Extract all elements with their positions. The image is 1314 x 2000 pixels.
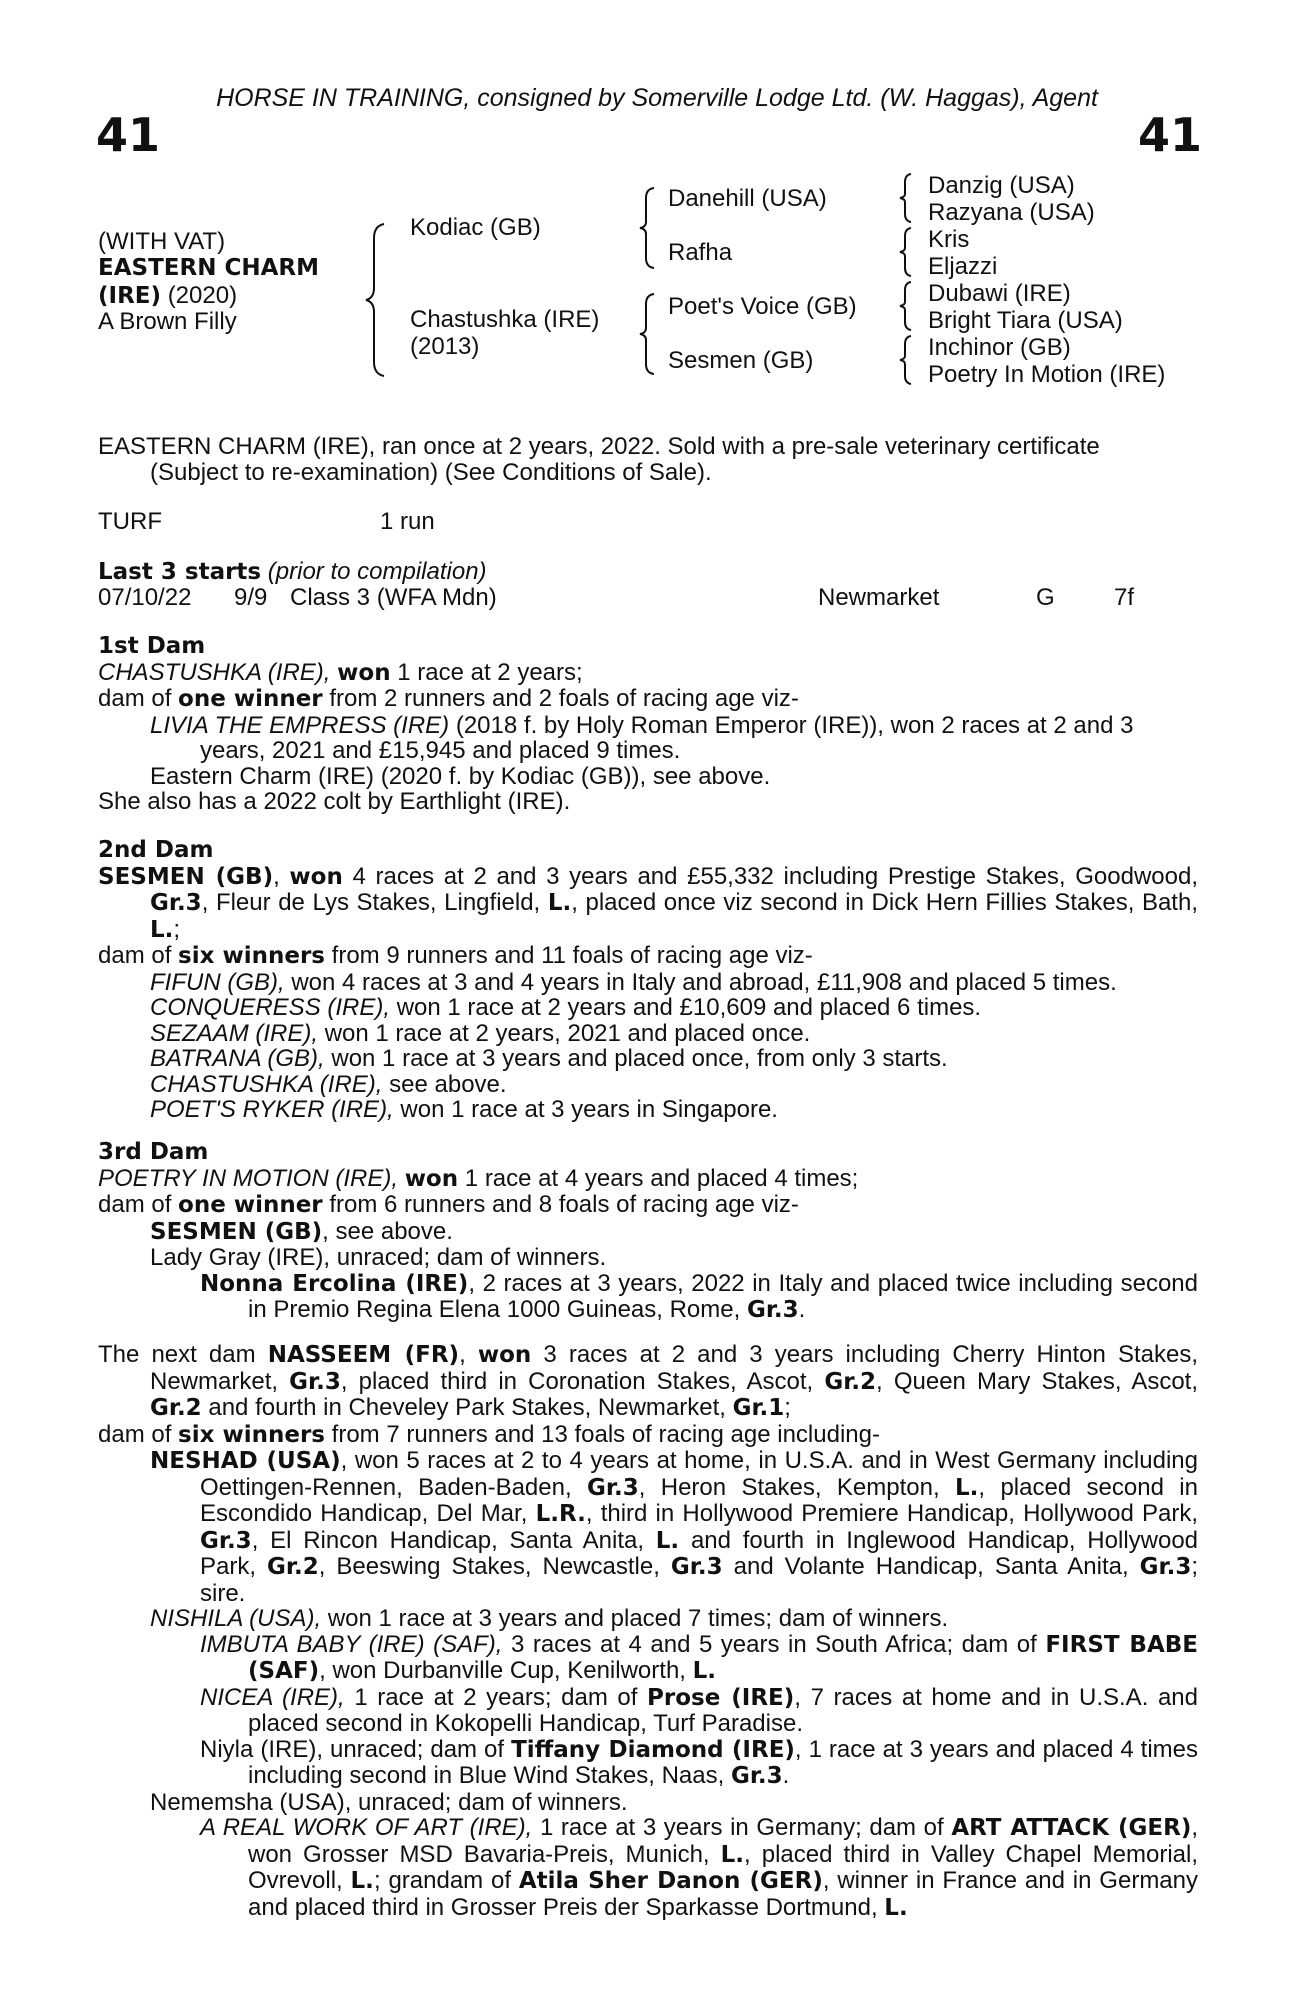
ancestor-3: Kris bbox=[928, 226, 970, 253]
turf-runs: 1 run bbox=[380, 508, 435, 535]
summary bbox=[98, 434, 1198, 485]
vat-label: (WITH VAT) bbox=[98, 228, 226, 255]
ancestor-7: Inchinor (GB) bbox=[928, 334, 1071, 361]
sire-dam: Rafha bbox=[668, 239, 733, 266]
pedigree-brace-sire bbox=[638, 186, 658, 270]
third-dam-produce: dam of one winner from 6 runners and 8 foals of racing age viz- bbox=[98, 1191, 799, 1218]
second-dam-progeny-4: BATRANA (GB), won 1 race at 3 years and placed once, from only 3 starts. bbox=[150, 1045, 948, 1072]
pedigree-brace-g1 bbox=[898, 172, 914, 224]
second-dam-progeny-2: CONQUERESS (IRE), won 1 race at 2 years and £10,609 and placed 6 times. bbox=[150, 994, 982, 1021]
first-dam-line: CHASTUSHKA (IRE), won 1 race at 2 years; bbox=[98, 658, 583, 686]
neshad-entry: NESHAD (USA), won 5 races at 2 to 4 years at home, in U.S.A. and in West Germany including Oettingen-Rennen, Baden-Baden, Gr.3, Heron Stakes, Kempton, L., placed second in Escondido Handicap, Del Mar, L.R., third in Hollywood Premiere Handicap, Hollywood Park, Gr.3, El Rincon Handicap, Santa Anita, L. and fourth in Inglewood Handicap, Hollywood Park, Gr.2, Beeswing Stakes, Newcastle, Gr.3 and Volante Handicap, Santa Anita, Gr.3; sire. bbox=[150, 1447, 1199, 1607]
start-going: G bbox=[1036, 584, 1055, 611]
art-entry: A REAL WORK OF ART (IRE), 1 race at 3 years in Germany; dam of ART ATTACK (GER), won Grosser MSD Bavaria-Preis, Munich, L., placed third in Valley Chapel Memorial, Ovrevoll, L.; grandam of Atila Sher Danon (GER), winner in France and in Germany and placed third in Grosser Preis der Sparkasse Dortmund, L. bbox=[200, 1814, 1199, 1921]
ancestor-4: Eljazzi bbox=[928, 253, 998, 280]
second-dam-section bbox=[98, 838, 1198, 1123]
first-dam-section bbox=[98, 634, 1198, 815]
start-course: Newmarket bbox=[818, 584, 940, 611]
third-dam-grandprogeny-1: Nonna Ercolina (IRE), 2 races at 3 years, 2022 in Italy and placed twice including second in Premio Regina Elena 1000 Guineas, Rome, Gr.3. bbox=[200, 1269, 1198, 1323]
first-dam-produce: dam of one winner from 2 runners and 2 foals of racing age viz- bbox=[98, 685, 799, 712]
horse-description: A Brown Filly bbox=[98, 308, 237, 335]
ancestor-5: Dubawi (IRE) bbox=[928, 280, 1071, 307]
second-dam-progeny-1: FIFUN (GB), won 4 races at 3 and 4 years in Italy and abroad, £11,908 and placed 5 times. bbox=[150, 968, 1117, 996]
second-dam-produce: dam of six winners from 9 runners and 11 foals of racing age viz- bbox=[98, 942, 813, 969]
pedigree-brace-dam bbox=[638, 292, 658, 376]
imbuta-entry: IMBUTA BABY (IRE) (SAF), 3 races at 4 and 5 years in South Africa; dam of FIRST BABE (SAF), won Durbanville Cup, Kenilworth, L. bbox=[200, 1630, 1198, 1684]
third-dam-progeny-2: Lady Gray (IRE), unraced; dam of winners. bbox=[150, 1244, 607, 1271]
horse-year: (2020) bbox=[167, 282, 238, 309]
start-position: 9/9 bbox=[234, 584, 268, 611]
dam-sire: Poet's Voice (GB) bbox=[668, 293, 857, 320]
next-dam-section bbox=[98, 1342, 1198, 1921]
ancestor-1: Danzig (USA) bbox=[928, 172, 1075, 199]
dam-name: Chastushka (IRE) bbox=[410, 306, 600, 333]
sire-name: Kodiac (GB) bbox=[410, 214, 541, 241]
pedigree-brace-g3 bbox=[898, 280, 914, 332]
dam-dam: Sesmen (GB) bbox=[668, 347, 814, 374]
last-starts-note: (prior to compilation) bbox=[267, 558, 487, 585]
first-dam-progeny-1: LIVIA THE EMPRESS (IRE) (2018 f. by Holy Roman Emperor (IRE)), won 2 races at 2 and 3 years, 2021 and £15,945 and placed 9 times. bbox=[150, 711, 1134, 764]
second-dam-line: SESMEN (GB), won 4 races at 2 and 3 years and £55,332 including Prestige Stakes, Goodwood, Gr.3, Fleur de Lys Stakes, Lingfield, L., placed once viz second in Dick Hern Fillies Stakes, Bath, L.; bbox=[98, 862, 1198, 943]
nishila-entry: NISHILA (USA), won 1 race at 3 years and placed 7 times; dam of winners. bbox=[150, 1605, 949, 1632]
last-starts-heading bbox=[98, 558, 487, 586]
second-dam-heading: 2nd Dam bbox=[98, 837, 214, 863]
niyla-entry: Niyla (IRE), unraced; dam of Tiffany Diamond (IRE), 1 race at 3 years and placed 4 times including second in Blue Wind Stakes, Naas, Gr.3. bbox=[200, 1735, 1199, 1789]
nememsha-entry: Nememsha (USA), unraced; dam of winners. bbox=[150, 1788, 628, 1816]
nicea-entry: NICEA (IRE), 1 race at 2 years; dam of Prose (IRE), 7 races at home and in U.S.A. and placed second in Kokopelli Handicap, Turf Paradise. bbox=[200, 1683, 1199, 1737]
pedigree-brace-main bbox=[364, 222, 388, 378]
start-distance: 7f bbox=[1114, 584, 1135, 611]
horse-origin-year bbox=[98, 282, 237, 310]
pedigree-brace-g2 bbox=[898, 226, 914, 278]
second-dam-progeny-3: SEZAAM (IRE), won 1 race at 2 years, 2021 and placed once. bbox=[150, 1019, 811, 1047]
lot-number-left: 41 bbox=[96, 108, 161, 162]
consignment-line: HORSE IN TRAINING, consigned by Somerville Lodge Ltd. (W. Haggas), Agent bbox=[216, 84, 1098, 112]
last-starts-title: Last 3 starts bbox=[98, 559, 262, 585]
third-dam-section bbox=[98, 1140, 1198, 1324]
second-dam-progeny-5: CHASTUSHKA (IRE), see above. bbox=[150, 1070, 507, 1098]
summary-line-2: (Subject to re-examination) (See Conditions of Sale). bbox=[150, 458, 712, 486]
ancestor-8: Poetry In Motion (IRE) bbox=[928, 361, 1166, 388]
first-dam-heading: 1st Dam bbox=[98, 633, 206, 659]
start-date: 07/10/22 bbox=[98, 584, 192, 611]
third-dam-progeny-1: SESMEN (GB), see above. bbox=[150, 1217, 453, 1245]
dam-year: (2013) bbox=[410, 333, 480, 360]
turf-label: TURF bbox=[98, 508, 162, 535]
pedigree-brace-g4 bbox=[898, 334, 914, 386]
start-race: Class 3 (WFA Mdn) bbox=[290, 584, 497, 611]
next-dam-line: The next dam NASSEEM (FR), won 3 races at 2 and 3 years including Cherry Hinton Stakes, Newmarket, Gr.3, placed third in Coronation Stakes, Ascot, Gr.2, Queen Mary Stakes, Ascot, Gr.2 and fourth in Cheveley Park Stakes, Newmarket, Gr.1; bbox=[98, 1341, 1199, 1421]
third-dam-line: POETRY IN MOTION (IRE), won 1 race at 4 years and placed 4 times; bbox=[98, 1164, 859, 1192]
first-dam-progeny-2: Eastern Charm (IRE) (2020 f. by Kodiac (GB)), see above. bbox=[150, 762, 771, 790]
horse-name: EASTERN CHARM bbox=[98, 255, 319, 281]
first-dam-also: She also has a 2022 colt by Earthlight (IRE). bbox=[98, 788, 571, 815]
lot-number-right: 41 bbox=[1137, 108, 1202, 162]
sire-sire: Danehill (USA) bbox=[668, 185, 827, 212]
ancestor-6: Bright Tiara (USA) bbox=[928, 307, 1123, 334]
third-dam-heading: 3rd Dam bbox=[98, 1139, 209, 1165]
summary-line-1: EASTERN CHARM (IRE), ran once at 2 years, 2022. Sold with a pre-sale veterinary certificate bbox=[98, 433, 1100, 460]
horse-origin: (IRE) bbox=[98, 283, 162, 309]
ancestor-2: Razyana (USA) bbox=[928, 199, 1095, 226]
next-dam-produce: dam of six winners from 7 runners and 13 foals of racing age including- bbox=[98, 1420, 880, 1448]
second-dam-progeny-6: POET'S RYKER (IRE), won 1 race at 3 years in Singapore. bbox=[150, 1096, 778, 1123]
